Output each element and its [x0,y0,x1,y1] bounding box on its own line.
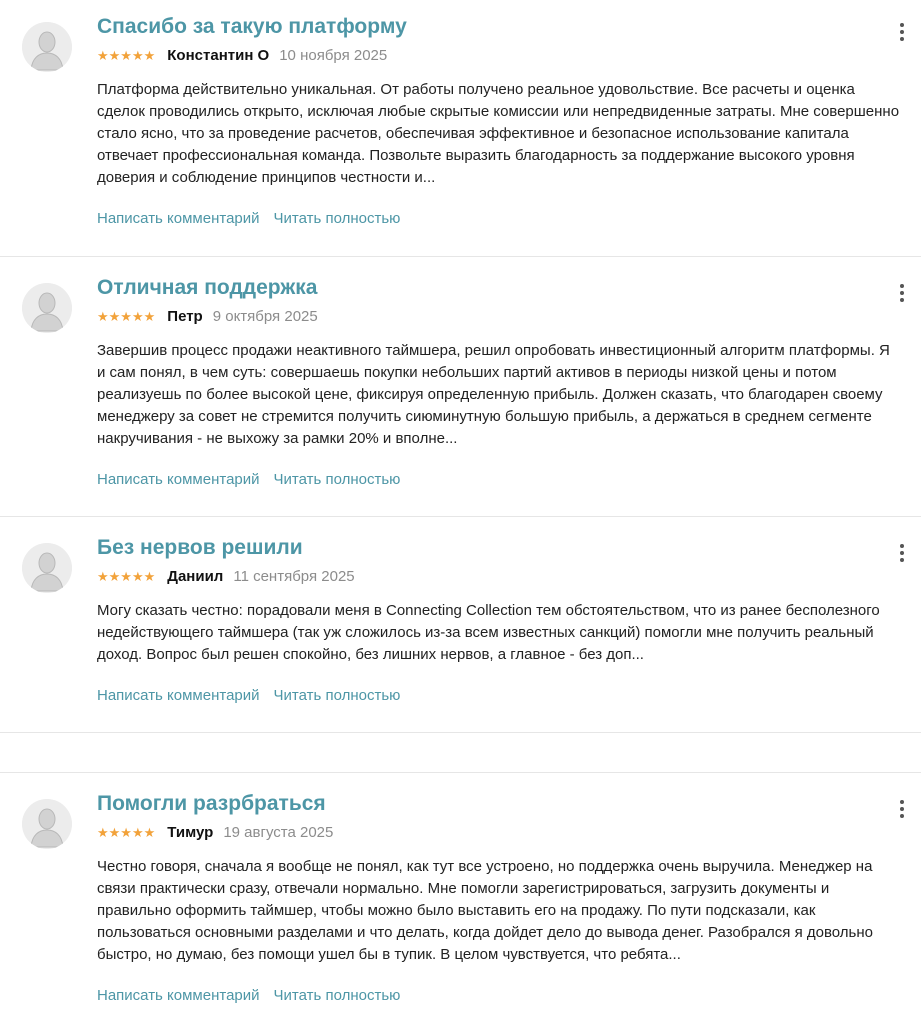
review-text: Честно говоря, сначала я вообще не понял, как тут все устроено, но поддержка очень выручила. Менеджер на связи практически сразу, отвечали нормально. Мне помогли зарегистрироваться, загрузить документы и правильно оформить таймшер, чтобы можно было выставить его на продажу. По пути подсказали, как пользоваться основными разделами и что делать, когда дойдет дело до вывода денег. Разобрался я довольно быстро, но думаю, без помощи ушел бы в тупик. В целом чувствуется, что ребята... [97,858,873,963]
review-text: Могу сказать честно: порадовали меня в Connecting Collection тем обстоятельством, что из ранее бесполезного недействующего таймшера (так уж сложилось из-за всем известных санкций) помогли мне получить реальный доход. Вопрос был решен спокойно, без лишних нервов, а главное - без доп... [97,602,880,663]
review-meta [97,568,881,586]
review-author: Константин О [167,47,270,64]
more-vertical-icon[interactable] [897,544,907,562]
avatar[interactable] [22,799,72,849]
write-comment-link[interactable]: Написать комментарий [97,987,260,1004]
review-title[interactable]: Отличная поддержка [97,276,318,299]
review-author: Даниил [167,568,224,585]
review-title[interactable]: Спасибо за такую платформу [97,15,407,38]
review-actions [97,209,881,229]
review-author: Петр [167,308,203,325]
user-silhouette-icon [22,22,72,72]
review-card [0,257,921,517]
review-meta [97,824,881,842]
more-vertical-icon[interactable] [897,23,907,41]
review-date: 9 октября 2025 [212,308,318,325]
review-meta [97,308,881,326]
star-rating: ★★★★★ [97,569,156,584]
user-silhouette-icon [22,543,72,593]
review-author: Тимур [167,824,214,841]
more-vertical-icon[interactable] [897,800,907,818]
review-card [0,517,921,733]
review-actions [97,470,881,490]
avatar[interactable] [22,283,72,333]
star-rating: ★★★★★ [97,825,156,840]
avatar[interactable] [22,22,72,72]
write-comment-link[interactable]: Написать комментарий [97,687,260,704]
write-comment-link[interactable]: Написать комментарий [97,210,260,227]
review-card [0,0,921,257]
write-comment-link[interactable]: Написать комментарий [97,471,260,488]
read-more-link[interactable]: Читать полностью [273,210,401,227]
review-text: Платформа действительно уникальная. От работы получено реальное удовольствие. Все расчеты и оценка сделок проводились открыто, исключая любые скрытые комиссии или непредвиденные затраты. Мне совершенно стало ясно, что за проведение расчетов, обеспечивая эффективное и безопасное использование капитала отвечает профессиональная команда. Позвольте выразить благодарность за поддержание высокого уровня доверия и соблюдение принципов честности и... [97,81,900,186]
review-title[interactable]: Без нервов решили [97,536,303,559]
avatar[interactable] [22,543,72,593]
review-actions [97,686,881,706]
review-title[interactable]: Помогли разрбраться [97,792,326,815]
review-card [0,773,921,1029]
more-vertical-icon[interactable] [897,284,907,302]
star-rating: ★★★★★ [97,48,156,63]
read-more-link[interactable]: Читать полностью [273,987,401,1004]
user-silhouette-icon [22,799,72,849]
read-more-link[interactable]: Читать полностью [273,687,401,704]
review-text: Завершив процесс продажи неактивного таймшера, решил опробовать инвестиционный алгоритм платформы. Я и сам понял, в чем суть: совершаешь покупки небольших партий активов в периоды низкой цены и потом реализуешь по более высокой цене, фиксируя определенную прибыль. Должен сказать, что благодарен своему менеджеру за совет не стремится получить сиюминутную большую прибыль, а держаться в среднем сегменте накручивания - не выхожу за рамки 20% и вполне... [97,342,890,447]
star-rating: ★★★★★ [97,309,156,324]
review-date: 19 августа 2025 [223,824,334,841]
read-more-link[interactable]: Читать полностью [273,471,401,488]
review-date: 11 сентября 2025 [233,568,355,585]
section-spacer [0,733,921,773]
user-silhouette-icon [22,283,72,333]
review-meta [97,47,881,65]
review-actions [97,986,881,1006]
review-date: 10 ноября 2025 [279,47,388,64]
